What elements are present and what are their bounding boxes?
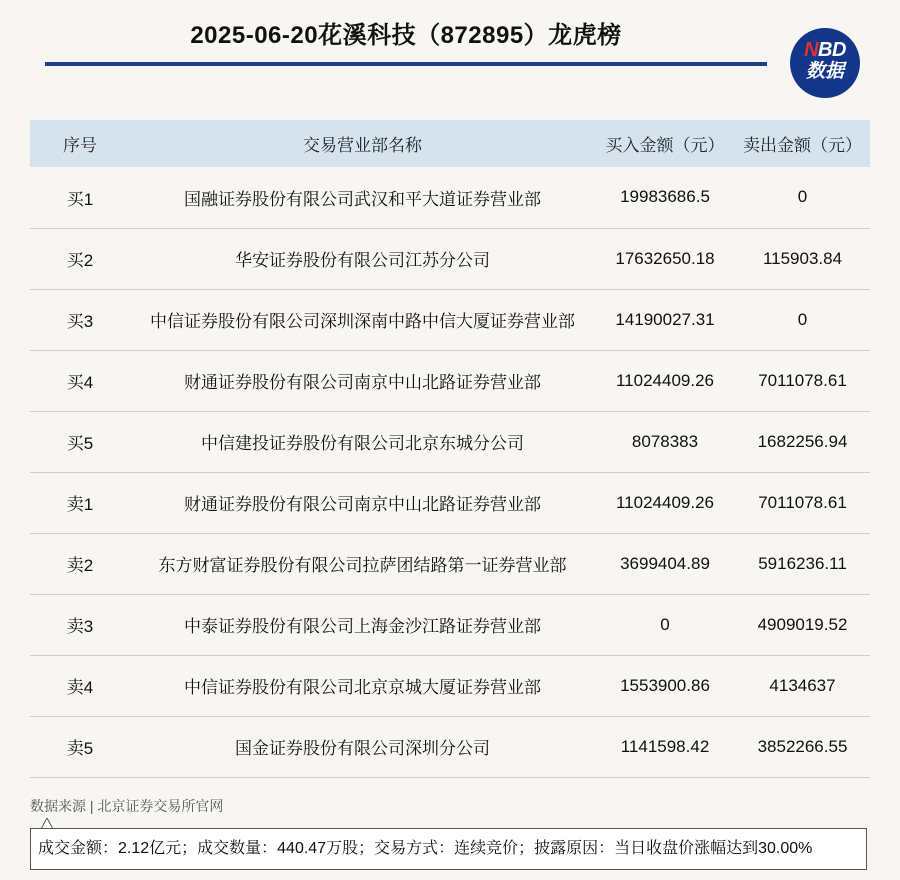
row-branch-name: 中信建投证券股份有限公司北京东城分公司 <box>130 411 595 472</box>
table-row <box>30 167 870 228</box>
row-buy-amount: 1553900.86 <box>595 655 735 716</box>
trade-summary-note: 成交金额：2.12亿元；成交数量：440.47万股；交易方式：连续竞价；披露原因：当日收盘价涨幅达到30.00% <box>30 828 867 870</box>
table-row <box>30 472 870 533</box>
row-seq: 卖2 <box>30 533 130 594</box>
row-branch-name: 东方财富证券股份有限公司拉萨团结路第一证券营业部 <box>130 533 595 594</box>
row-seq: 买5 <box>30 411 130 472</box>
table-header-row <box>30 120 870 167</box>
row-buy-amount: 17632650.18 <box>595 228 735 289</box>
row-seq: 买2 <box>30 228 130 289</box>
row-buy-amount: 8078383 <box>595 411 735 472</box>
row-seq: 买4 <box>30 350 130 411</box>
row-branch-name: 中信证券股份有限公司深圳深南中路中信大厦证券营业部 <box>130 289 595 350</box>
row-branch-name: 财通证券股份有限公司南京中山北路证券营业部 <box>130 472 595 533</box>
row-seq: 卖1 <box>30 472 130 533</box>
row-branch-name: 华安证券股份有限公司江苏分公司 <box>130 228 595 289</box>
row-sell-amount: 0 <box>735 167 870 228</box>
row-sell-amount: 7011078.61 <box>735 472 870 533</box>
nbd-logo <box>790 28 860 98</box>
table-row <box>30 594 870 655</box>
column-header-sell: 卖出金额（元） <box>735 120 870 167</box>
row-seq: 买1 <box>30 167 130 228</box>
logo-top-text <box>790 39 860 61</box>
title-divider <box>45 62 767 66</box>
row-branch-name: 国融证券股份有限公司武汉和平大道证券营业部 <box>130 167 595 228</box>
row-branch-name: 中信证券股份有限公司北京京城大厦证券营业部 <box>130 655 595 716</box>
row-sell-amount: 115903.84 <box>735 228 870 289</box>
table-row <box>30 655 870 716</box>
row-seq: 卖3 <box>30 594 130 655</box>
table-row <box>30 716 870 777</box>
row-branch-name: 财通证券股份有限公司南京中山北路证券营业部 <box>130 350 595 411</box>
row-buy-amount: 11024409.26 <box>595 350 735 411</box>
row-sell-amount: 4134637 <box>735 655 870 716</box>
row-sell-amount: 7011078.61 <box>735 350 870 411</box>
row-branch-name: 中泰证券股份有限公司上海金沙江路证券营业部 <box>130 594 595 655</box>
table-row <box>30 228 870 289</box>
row-seq: 卖4 <box>30 655 130 716</box>
column-header-buy: 买入金额（元） <box>595 120 735 167</box>
column-header-seq: 序号 <box>30 120 130 167</box>
row-buy-amount: 1141598.42 <box>595 716 735 777</box>
row-buy-amount: 3699404.89 <box>595 533 735 594</box>
row-branch-name: 国金证券股份有限公司深圳分公司 <box>130 716 595 777</box>
logo-accent-letter: N <box>804 39 819 61</box>
row-sell-amount: 3852266.55 <box>735 716 870 777</box>
row-sell-amount: 1682256.94 <box>735 411 870 472</box>
row-buy-amount: 11024409.26 <box>595 472 735 533</box>
logo-bottom-text: 数据 <box>805 61 844 82</box>
row-seq: 买3 <box>30 289 130 350</box>
dragon-tiger-table <box>30 120 870 778</box>
data-source-label: 数据来源 | 北京证券交易所官网 <box>30 798 224 814</box>
row-buy-amount: 14190027.31 <box>595 289 735 350</box>
row-seq: 卖5 <box>30 716 130 777</box>
row-sell-amount: 0 <box>735 289 870 350</box>
row-sell-amount: 5916236.11 <box>735 533 870 594</box>
table-row <box>30 289 870 350</box>
column-header-name: 交易营业部名称 <box>130 120 595 167</box>
table-row <box>30 350 870 411</box>
logo-top-rest: BD <box>818 39 846 61</box>
page-title: 2025-06-20花溪科技（872895）龙虎榜 <box>190 22 622 49</box>
table-row <box>30 411 870 472</box>
row-buy-amount: 0 <box>595 594 735 655</box>
row-sell-amount: 4909019.52 <box>735 594 870 655</box>
table-row <box>30 533 870 594</box>
row-buy-amount: 19983686.5 <box>595 167 735 228</box>
